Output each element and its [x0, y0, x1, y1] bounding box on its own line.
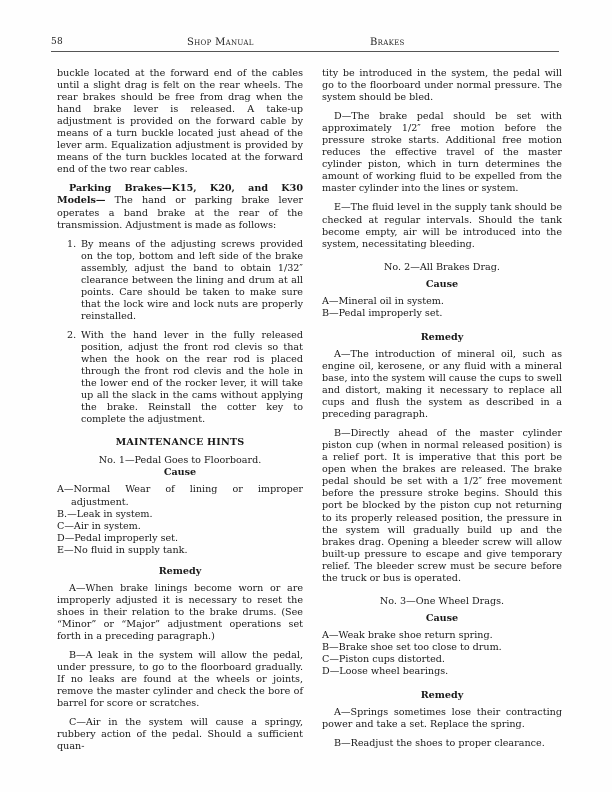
hint-1-remedy-b: B—A leak in the system will allow the pedal, under pressure, to go to the floorboard gradually. If no leaks are found at the wheels or joints, remove the master cylinder and check the bore of barrel for score or scratches.: [57, 650, 303, 710]
list-item: [57, 239, 303, 323]
section-title: Brakes: [370, 37, 405, 48]
list-item: B—Pedal improperly set.: [322, 307, 443, 319]
hint-2-remedy-b: B—Directly ahead of the master cylinder piston cup (when in normal released position) is a relief port. It is imperative that this port be open when the brakes are released. The brake pedal should be set with a 1/2″ free movement before the pressure stroke begins. Should this port be blocked by the piston cup not returning to its properly released position, the pressure in the system will gradually build up and the brakes drag. Opening a bleeder screw will allow built-up pressure to escape and give temporary relief. The bleeder screw must be secure before the truck or bus is operated.: [322, 428, 562, 584]
hint-3-remedy-label: Remedy: [420, 690, 464, 702]
list-item: A—Normal Wear of lining or improper adjustment.: [57, 484, 303, 508]
hint-1-cause-label: Cause: [163, 467, 197, 479]
hint-1-remedy-e: E—The fluid level in the supply tank should be checked at regular intervals. Should the tank become empty, air will be introduced into the system, necessitating bleeding.: [322, 202, 562, 250]
continued-paragraph: tity be introduced in the system, the pedal will go to the floorboard under normal pressure. The system should be bled.: [322, 68, 562, 104]
hint-1-title: No. 1—Pedal Goes to Floorboard.: [98, 455, 262, 467]
hint-1-remedy-label: Remedy: [158, 565, 202, 577]
left-column: [57, 68, 303, 753]
hint-2-remedy-a: A—The introduction of mineral oil, such as engine oil, kerosene, or any fluid with a mineral base, into the system will cause the cups to swell and distort, making it necessary to replace all cups and flush the system as described in a preceding paragraph.: [322, 348, 562, 421]
list-item: A—Weak brake shoe return spring.: [322, 629, 493, 641]
hint-1-remedy-c: C—Air in the system will cause a springy, rubbery action of the pedal. Should a sufficient quan-: [57, 717, 303, 753]
hint-1-remedy-d: D—The brake pedal should be set with approximately 1/2″ free motion before the pressure stroke starts. Additional free motion reduces the effective travel of the master cylinder piston, which in turn determines the amount of working fluid to be expelled from the master cylinder into the lines or system.: [322, 111, 562, 195]
hint-2-title: No. 2—All Brakes Drag.: [384, 261, 500, 273]
step-text: By means of the adjusting screws provided on the top, bottom and left side of the brake assembly, adjust the band to obtain 1/32″ clearance between the lining and drum at all points. Care should be taken to make sure that the lock wire and lock nuts are properly reinstalled.: [81, 238, 303, 322]
running-title: Shop Manual: [187, 37, 254, 48]
parking-brakes-heading: Parking Brakes—K15, K20, and K30 Models—: [57, 183, 303, 207]
intro-paragraph: buckle located at the forward end of the cables until a slight drag is felt on the rear wheels. The rear brakes should be free from drag when the hand brake lever is released. A take-up adjustment is provided on the forward cable by means of a turn buckle located just ahead of the lever arm. Equalization adjustment is provided by means of the turn buckles located at the forward end of the two rear cables.: [57, 68, 303, 176]
hint-3-cause-label: Cause: [425, 612, 459, 624]
parking-brakes-paragraph: [57, 183, 303, 231]
list-item: A—Mineral oil in system.: [322, 295, 444, 307]
hint-1-causes: [57, 484, 303, 556]
page-number: 58: [51, 37, 64, 47]
hint-2-causes: [322, 296, 562, 320]
list-item: [57, 330, 303, 426]
list-item: C—Piston cups distorted.: [322, 653, 445, 665]
list-item: D—Pedal improperly set.: [57, 532, 179, 544]
list-item: B—Brake shoe set too close to drum.: [322, 641, 502, 653]
parking-brakes-text: The hand or parking brake lever operates a band brake at the rear of the transmission. Adjustment is made as follows:: [57, 195, 303, 231]
step-number: 1.: [67, 238, 77, 250]
hint-3-causes: [322, 630, 562, 678]
hint-3-title: No. 3—One Wheel Drags.: [379, 595, 505, 607]
right-column: [322, 68, 562, 750]
hint-3-remedy-a: A—Springs sometimes lose their contracting power and take a set. Replace the spring.: [322, 707, 562, 731]
list-item: B.—Leak in system.: [57, 508, 153, 520]
list-item: D—Loose wheel bearings.: [322, 666, 449, 678]
hint-3-remedy-b: B—Readjust the shoes to proper clearance.: [334, 738, 545, 750]
maintenance-hints-heading: MAINTENANCE HINTS: [115, 437, 245, 449]
list-item: E—No fluid in supply tank.: [57, 544, 188, 556]
list-item: C—Air in system.: [57, 520, 141, 532]
hint-1-remedy-a: A—When brake linings become worn or are improperly adjusted it is necessary to reset the shoes in their relation to the brake drums. (See “Minor” or “Major” adjustment operations set forth in a preceding paragraph.): [57, 582, 303, 642]
adjustment-steps: [57, 239, 303, 427]
hint-2-remedy-label: Remedy: [420, 331, 464, 343]
hint-2-cause-label: Cause: [425, 278, 459, 290]
step-number: 2.: [67, 329, 77, 341]
step-text: With the hand lever in the fully released position, adjust the front rod clevis so that when the hook on the rear rod is placed through the front rod clevis and the hole in the lower end of the rocker lever, it will take up all the slack in the cams without applying the brake. Reinstall the cotter key to complete the adjustment.: [81, 329, 303, 426]
header-rule: [51, 51, 559, 52]
